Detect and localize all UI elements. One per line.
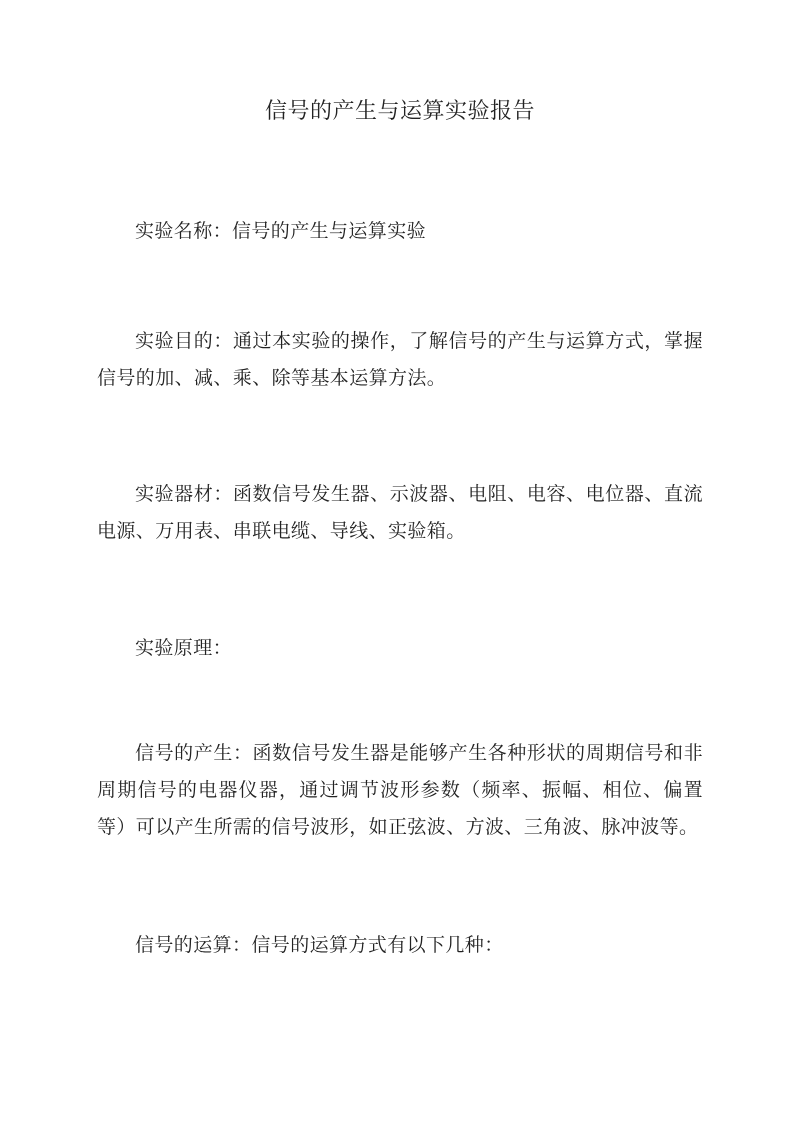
paragraph-experiment-principle: 实验原理： [135, 637, 233, 659]
document-title: 信号的产生与运算实验报告 [264, 99, 535, 124]
paragraph-signal-generation: 信号的产生：函数信号发生器是能够产生各种形状的周期信号和非周期信号的电器仪器，通过调节波形参数（频率、振幅、相位、偏置等）可以产生所需的信号波形，如正弦波、方波、三角波、脉冲波等。 [97, 742, 703, 838]
paragraph-experiment-name: 实验名称：信号的产生与运算实验 [135, 220, 427, 242]
paragraph-experiment-equipment: 实验器材：函数信号发生器、示波器、电阻、电容、电位器、直流电源、万用表、串联电缆、导线、实验箱。 [97, 483, 703, 542]
paragraph-experiment-purpose: 实验目的：通过本实验的操作，了解信号的产生与运算方式，掌握信号的加、减、乘、除等基本运算方法。 [97, 330, 703, 389]
paragraph-signal-operation: 信号的运算：信号的运算方式有以下几种： [135, 934, 504, 956]
